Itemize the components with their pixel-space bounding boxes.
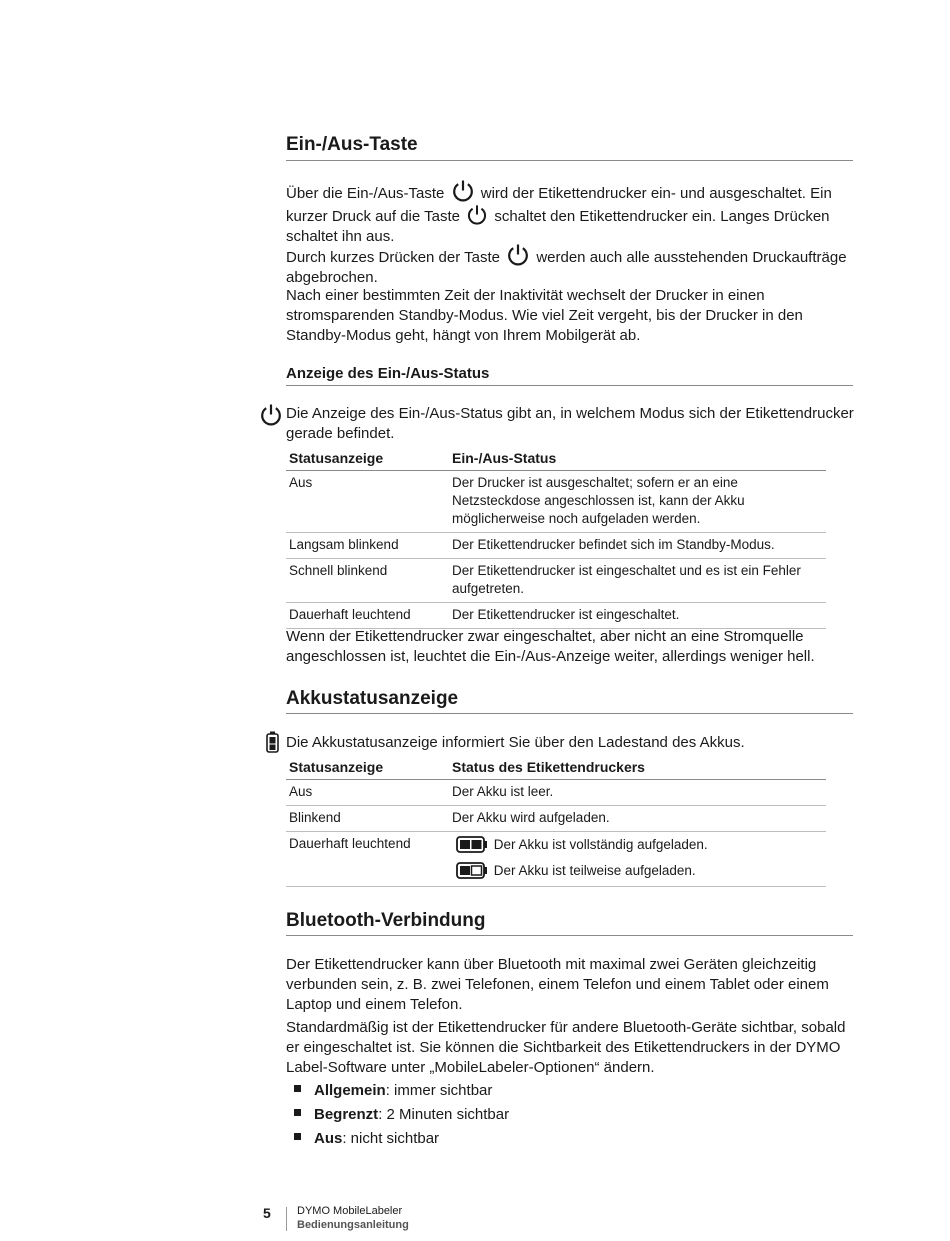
status-note: Wenn der Etikettendrucker zwar eingeschaltet, aber nicht an eine Stromquelle angeschlossen ist, leuchtet die Ein-/Aus-Anzeige weiter, allerdings weniger hell. (286, 628, 815, 665)
visibility-options-list (294, 1081, 509, 1153)
page-number: 5 (263, 1205, 271, 1221)
table-cell: Der Etikettendrucker ist eingeschaltet. (449, 603, 826, 629)
table-row (286, 832, 826, 887)
power-icon (506, 243, 530, 267)
table-row (286, 533, 826, 559)
table-cell (449, 832, 826, 887)
text-span: werden auch alle ausstehenden Druckaufträge abgebrochen. (286, 249, 847, 286)
table-row (286, 603, 826, 629)
power-icon (451, 179, 475, 203)
text-span: schaltet den Etikettendrucker ein. Langes Drücken schaltet ihn aus. (286, 207, 830, 245)
battery-partial-line (452, 858, 823, 884)
table-cell: Schnell blinkend (286, 559, 449, 603)
section-rule (286, 160, 853, 161)
list-item (294, 1129, 509, 1153)
footer-divider (286, 1207, 287, 1231)
list-item-term: Allgemein (314, 1082, 386, 1099)
text-span: Ein kurzer Druck auf die Taste (286, 185, 832, 225)
battery-partial-icon (456, 862, 488, 879)
table-header: Status des Etikettendruckers (449, 759, 826, 780)
battery-intro: Die Akkustatusanzeige informiert Sie über den Ladestand des Akkus. (286, 734, 745, 751)
table-cell: Dauerhaft leuchtend (286, 832, 449, 887)
table-cell: Dauerhaft leuchtend (286, 603, 449, 629)
footer-doc-title: Bedienungsanleitung (297, 1219, 409, 1231)
table-cell: Aus (286, 780, 449, 806)
bullet-square-icon (294, 1109, 301, 1116)
battery-full-icon (456, 836, 488, 853)
list-item (294, 1105, 509, 1129)
table-header: Ein-/Aus-Status (449, 450, 826, 471)
power-icon (466, 204, 488, 226)
bullet-square-icon (294, 1085, 301, 1092)
status-intro: Die Anzeige des Ein-/Aus-Status gibt an, in welchem Modus sich der Etikettendrucker gerade befindet. (286, 405, 854, 442)
text-span: Über die Ein-/Aus-Taste (286, 185, 445, 202)
table-cell: Der Akku wird aufgeladen. (449, 806, 826, 832)
power-paragraph-3: Nach einer bestimmten Zeit der Inaktivität wechselt der Drucker in einen stromsparenden Standby-Modus. Wie viel Zeit vergeht, bis der Drucker in den Standby-Modus geht, hängt von Ihrem Mobilgerät ab. (286, 287, 803, 344)
list-item-term: Begrenzt (314, 1106, 379, 1123)
section-rule (286, 935, 853, 936)
power-status-table (286, 450, 826, 629)
section-title-battery: Akkustatusanzeige (286, 688, 459, 709)
list-item-text: : 2 Minuten sichtbar (378, 1106, 510, 1123)
footer-product: DYMO MobileLabeler (297, 1205, 403, 1217)
battery-status-table (286, 759, 826, 887)
table-header: Statusanzeige (286, 450, 449, 471)
subsection-rule (286, 385, 853, 386)
battery-full-text: Der Akku ist vollständig aufgeladen. (493, 837, 708, 852)
table-cell: Blinkend (286, 806, 449, 832)
section-title-power: Ein-/Aus-Taste (286, 134, 418, 155)
table-cell: Der Drucker ist ausgeschaltet; sofern er an eine Netzsteckdose angeschlossen ist, kann der Akku möglicherweise noch aufgeladen werden. (449, 471, 826, 533)
text-span: wird der Etikettendrucker ein- und ausgeschaltet. (480, 185, 806, 202)
table-row (286, 780, 826, 806)
list-item (294, 1081, 509, 1105)
list-item-term: Aus (314, 1130, 343, 1147)
bluetooth-paragraph-2: Standardmäßig ist der Etikettendrucker für andere Bluetooth-Geräte sichtbar, sobald er eingeschaltet ist. Sie können die Sichtbarkeit des Etikettendruckers in der DYMO Label-Software unter „MobileLabeler-Optionen“ ändern. (286, 1019, 846, 1076)
list-item-text: : immer sichtbar (385, 1082, 493, 1099)
power-paragraph-2 (286, 243, 856, 288)
subsection-title-status: Anzeige des Ein-/Aus-Status (286, 365, 490, 382)
table-cell: Der Etikettendrucker ist eingeschaltet und es ist ein Fehler aufgetreten. (449, 559, 826, 603)
bullet-square-icon (294, 1133, 301, 1140)
battery-icon (266, 731, 279, 753)
table-row (286, 806, 826, 832)
table-cell: Der Etikettendrucker befindet sich im Standby-Modus. (449, 533, 826, 559)
list-item-text: : nicht sichtbar (342, 1130, 440, 1147)
bluetooth-paragraph-1: Der Etikettendrucker kann über Bluetooth mit maximal zwei Geräten gleichzeitig verbunden sein, z. B. zwei Telefonen, einem Telefon und einem Tablet oder einem Laptop und einem Telefon. (286, 956, 829, 1013)
table-row (286, 559, 826, 603)
table-cell: Aus (286, 471, 449, 533)
table-cell: Der Akku ist leer. (449, 780, 826, 806)
table-header: Statusanzeige (286, 759, 449, 780)
battery-full-line (452, 832, 823, 858)
power-icon (259, 403, 283, 427)
text-span: Durch kurzes Drücken der Taste (286, 249, 500, 266)
section-rule (286, 713, 853, 714)
battery-partial-text: Der Akku ist teilweise aufgeladen. (493, 863, 696, 878)
table-cell: Langsam blinkend (286, 533, 449, 559)
section-title-bluetooth: Bluetooth-Verbindung (286, 910, 486, 931)
power-paragraph-1 (286, 179, 856, 246)
table-row (286, 471, 826, 533)
